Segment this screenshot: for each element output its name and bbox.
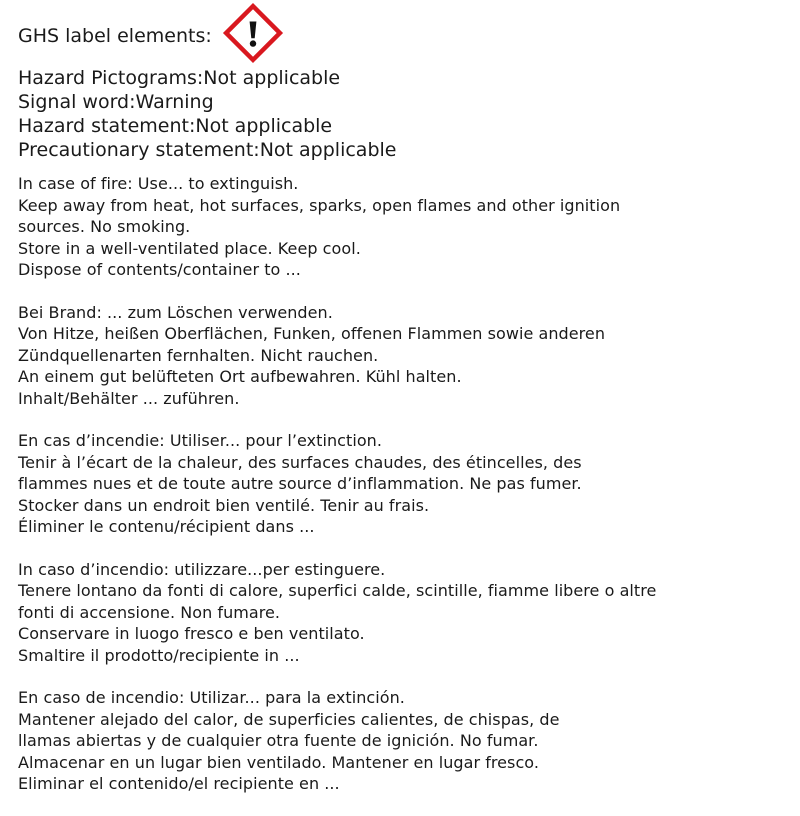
text-line: fonti di accensione. Non fumare. [18,602,281,622]
section-german [18,302,788,410]
section-italian [18,559,788,667]
text-line: Von Hitze, heißen Oberflächen, Funken, offenen Flammen sowie anderen [18,324,606,343]
exclamation-mark-diamond-icon [222,2,284,64]
precautionary-sections [18,173,788,816]
text-line: Tenir à l’écart de la chaleur, des surfaces chaudes, des étincelles, des [18,452,582,472]
text-line: Keep away from heat, hot surfaces, sparks, open flames and other ignition [18,195,621,215]
text-line: Inhalt/Behälter ... zuführen. [18,388,240,408]
text-line: flammes nues et de toute autre source d’inflammation. Ne pas fumer. [18,474,582,493]
text-line: Dispose of contents/container to ... [18,260,301,279]
text-line: Stocker dans un endroit bien ventilé. Tenir au frais. [18,495,430,515]
summary-label: Precautionary statement: [18,139,260,161]
summary-precautionary-statement [18,138,396,162]
summary-value: Not applicable [195,115,333,137]
text-line: llamas abiertas y de cualquier otra fuente de ignición. No fumar. [18,731,539,750]
summary-hazard-pictograms [18,66,396,90]
text-line: Mantener alejado del calor, de superficies calientes, de chispas, de [18,709,560,729]
text-line: Bei Brand: ... zum Löschen verwenden. [18,302,333,322]
text-line: Store in a well-ventilated place. Keep cool. [18,238,361,258]
text-line: In case of fire: Use... to extinguish. [18,174,299,193]
summary-label: Hazard statement: [18,115,196,137]
text-line: Eliminar el contenido/el recipiente en ... [18,774,340,793]
section-english [18,173,788,281]
text-line: An einem gut belüfteten Ort aufbewahren. Kühl halten. [18,367,462,386]
summary-hazard-statement [18,114,396,138]
summary-label: Signal word: [18,91,136,113]
text-line: sources. No smoking. [18,217,191,236]
text-line: Conservare in luogo fresco e ben ventilato. [18,624,365,643]
summary-label: Hazard Pictograms: [18,67,204,89]
section-spanish [18,687,788,795]
summary-signal-word [18,90,396,114]
text-line: Éliminer le contenu/récipient dans ... [18,517,315,536]
ghs-summary-list [18,66,396,162]
text-line: In caso d’incendio: utilizzare...per estinguere. [18,559,386,579]
text-line: Smaltire il prodotto/recipiente in ... [18,645,300,665]
text-line: Almacenar en un lugar bien ventilado. Mantener en lugar fresco. [18,752,539,772]
text-line: En cas d’incendie: Utiliser... pour l’extinction. [18,431,382,450]
summary-value: Not applicable [203,67,341,89]
text-line: Zündquellenarten fernhalten. Nicht rauchen. [18,345,379,365]
summary-value: Warning [135,91,214,113]
text-line: Tenere lontano da fonti di calore, superfici calde, scintille, fiamme libere o altre [18,581,657,600]
summary-value: Not applicable [259,139,397,161]
text-line: En caso de incendio: Utilizar... para la extinción. [18,688,405,707]
ghs-label-title: GHS label elements: [18,25,212,47]
ghs-header [18,14,284,58]
section-french [18,430,788,538]
